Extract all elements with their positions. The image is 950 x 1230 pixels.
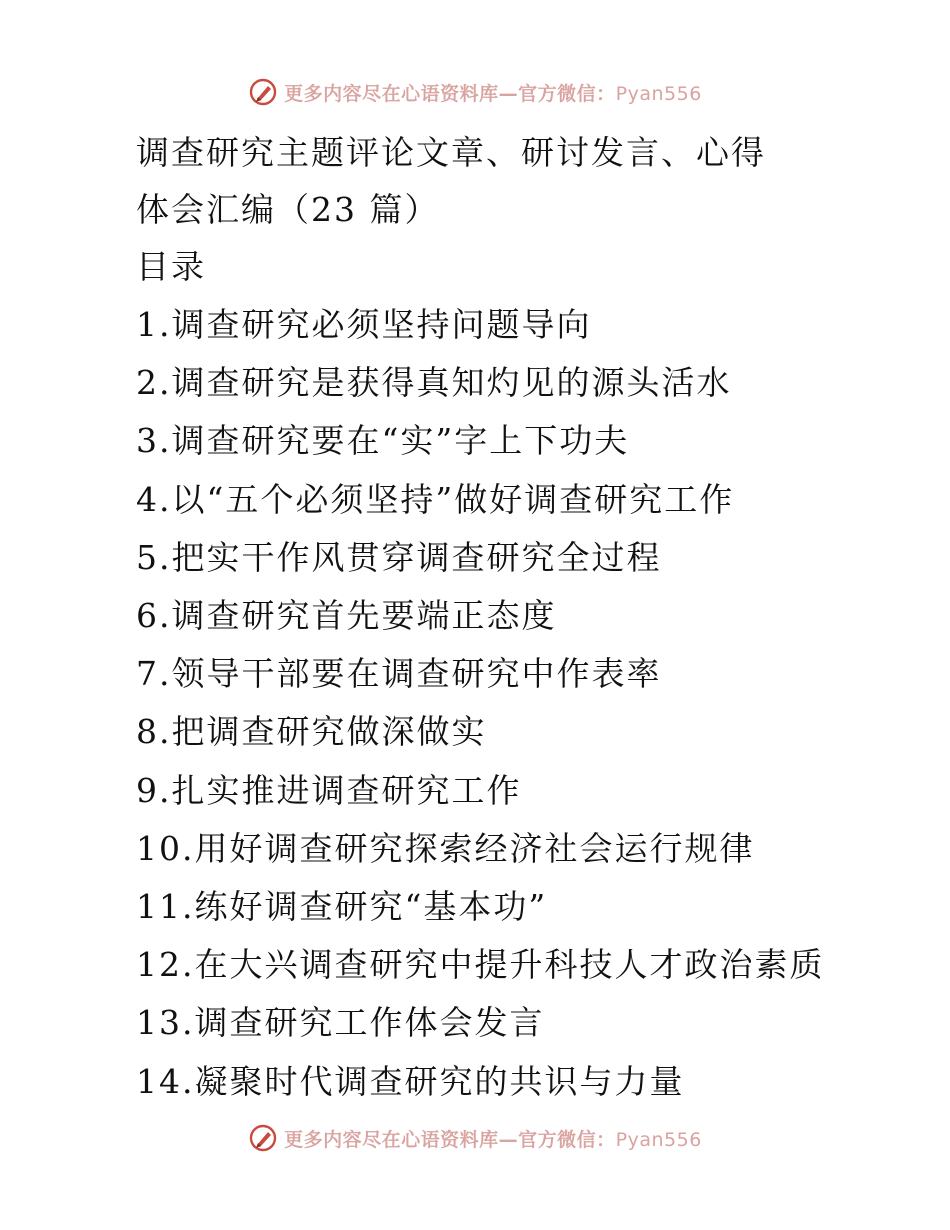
watermark-text: 更多内容尽在心语资料库—官方微信：Pyan556 <box>284 82 702 105</box>
footer-watermark-banner <box>0 1118 950 1158</box>
document-title-line-1: 调查研究主题评论文章、研讨发言、心得 <box>136 133 766 172</box>
toc-item: 4.以“五个必须坚持”做好调查研究工作 <box>136 479 735 519</box>
toc-item: 3.调查研究要在“实”字上下功夫 <box>136 421 630 461</box>
header-watermark-banner <box>0 72 950 112</box>
toc-heading: 目录 <box>136 247 206 286</box>
document-title-line-2: 体会汇编（23 篇） <box>136 190 440 229</box>
table-of-contents <box>136 296 916 1111</box>
toc-item: 6.调查研究首先要端正态度 <box>136 596 557 636</box>
toc-item: 12.在大兴调查研究中提升科技人才政治素质 <box>136 945 825 985</box>
toc-item: 1.调查研究必须坚持问题导向 <box>136 305 592 344</box>
toc-item: 14.凝聚时代调查研究的共识与力量 <box>136 1061 685 1101</box>
toc-item: 11.练好调查研究“基本功” <box>136 887 548 927</box>
toc-item: 8.把调查研究做深做实 <box>136 712 487 752</box>
pen-logo-icon <box>248 77 278 107</box>
toc-item: 9.扎实推进调查研究工作 <box>136 770 522 810</box>
toc-item: 5.把实干作风贯穿调查研究全过程 <box>136 537 662 577</box>
toc-item: 2.调查研究是获得真知灼见的源头活水 <box>136 363 732 403</box>
document-body <box>136 124 916 1111</box>
toc-item: 7.领导干部要在调查研究中作表率 <box>136 654 662 694</box>
wechat-id: Pyan556 <box>615 82 702 105</box>
toc-item: 13.调查研究工作体会发言 <box>136 1003 545 1043</box>
toc-item: 10.用好调查研究探索经济社会运行规律 <box>136 828 755 868</box>
pen-logo-icon <box>248 1123 278 1153</box>
wechat-id: Pyan556 <box>615 1128 702 1151</box>
watermark-text: 更多内容尽在心语资料库—官方微信：Pyan556 <box>284 1128 702 1151</box>
